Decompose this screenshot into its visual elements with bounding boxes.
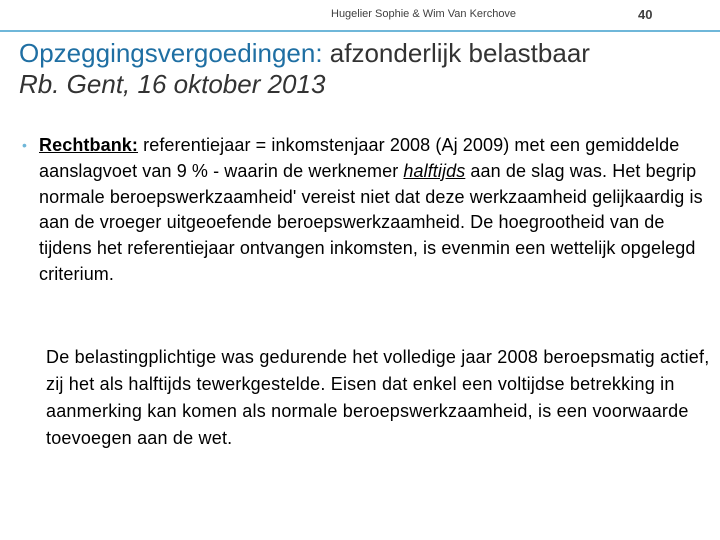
slide-title xyxy=(19,38,709,100)
title-rest: afzonderlijk belastbaar xyxy=(322,38,590,68)
bullet-text-part1: referentiejaar = inkomstenjaar 2008 (Aj 2009) met een gemiddelde aanslagvoet van 9 % - waarin de werknemer xyxy=(39,135,680,181)
page-number: 40 xyxy=(638,7,653,22)
header-author: Hugelier Sophie & Wim Van Kerchove xyxy=(331,8,517,20)
bullet-lead: Rechtbank: xyxy=(39,135,139,155)
body-paragraph: De belastingplichtige was gedurende het volledige jaar 2008 beroepsmatig actief, zij het als halftijds tewerkgestelde. Eisen dat enkel een voltijdse betrekking in aanmerking kan komen als normale beroepswerkzaamheid, is een voorwaarde toevoegen aan de wet. xyxy=(46,347,710,448)
bullet-item xyxy=(22,133,714,288)
title-main: Opzeggingsvergoedingen: xyxy=(19,38,323,68)
bullet-text xyxy=(39,133,714,288)
title-subtitle: Rb. Gent, 16 oktober 2013 xyxy=(19,69,326,99)
bullet-emphasis: halftijds xyxy=(403,160,466,181)
bullet-text-part2: aan de slag was. Het begrip normale beroepswerkzaamheid' vereist niet dat deze werkzaamheid gelijkaardig is aan de vroeger uitgeoefende beroepswerkzaamheid. De hoegrootheid van de tijdens het referentiejaar ontvangen inkomsten, is evenmin een wettelijk opgelegd criterium. xyxy=(39,160,703,284)
header-divider xyxy=(0,30,720,32)
bullet-dot-icon: • xyxy=(22,137,27,153)
